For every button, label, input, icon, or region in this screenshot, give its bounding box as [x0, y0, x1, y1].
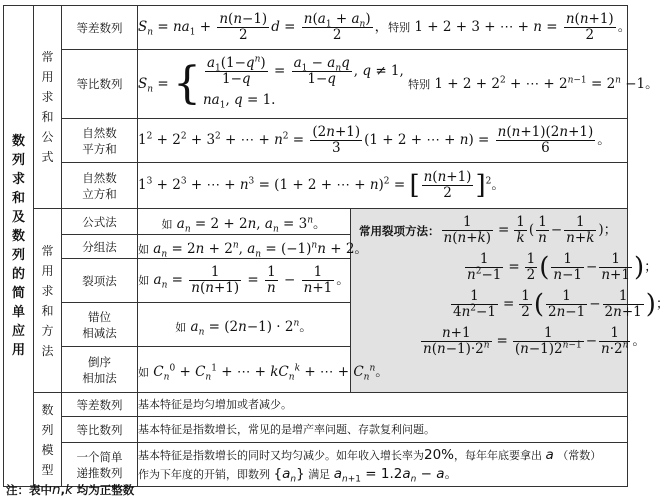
footnote: 注：表中n,k 均为正整数 [6, 482, 135, 498]
section-methods-title: 常 用 求 和 方 法 [34, 209, 62, 393]
example-formula-method: 如 $a_n = 2 + 2n$, $a_n = 3^n$。 [138, 209, 351, 235]
main-title: 数 列 求 和 及 数 列 的 简 单 应 用 [4, 6, 34, 487]
formula-squares: $1^2 + 2^2 + 3^2$ + ⋯ + $n^2$ = $\frac{(2n+1)}{3}$ (1 + 2 + ⋯ + n) = $\frac{n(n+1)(2n+1)}{6}$ 。 [138, 119, 628, 163]
split-row-1: 常用裂项方法： $\frac{1}{n(n+k)}$ = $\frac{1}{k}$ ( $\frac{1}{n}$ − $\frac{1}{n+k}$ )； [359, 214, 618, 246]
summary-table [3, 5, 669, 487]
example-group-method: 如 $a_n = 2n + 2^n$, $a_n = (-1)^nn + 2$。 [138, 235, 351, 259]
formula-arith: $S_n = na_1$ + $\frac{n(n-1)}{2}$ d = $\frac{n(a_1 + a_n)}{2}$ ，特别 1 + 2 + 3 + ⋯ + n = $\frac{n(n+1)}{2}$ 。 [138, 6, 628, 50]
split-row-3: $\frac{1}{4n^2-1}$ = $\frac{1}{2}$ ( $\frac{1}{2n-1}$ − $\frac{1}{2n+1}$ )； [453, 288, 669, 320]
formula-geo: $S_n$ = { $\frac{a_1(1-q^n)}{1-q}$ = $\frac{a_1 - a_nq}{1-q}$ , q ≠ 1, $na_1$, q = 1. 特别 $1 + 2 + 2^2$ + ⋯ + $2^{n-1} = 2^n -1$。 [138, 50, 628, 119]
label-formula-method: 公式法 [62, 209, 138, 235]
label-split-method: 裂项法 [62, 259, 138, 303]
text-model-simple: 基本特征是指数增长的同时又均匀减少。如年收入增长率为20%，每年年底要拿出 a （常数） 作为下年度的开销，即数列 $\{a_n\}$ 满足 $a_{n+1} = 1.2a_n - a$。 [138, 443, 628, 487]
label-geo: 等比数列 [62, 50, 138, 119]
section-models-title: 数 列 模 型 [34, 393, 62, 487]
example-split-method: 如 $a_n$ = $\frac{1}{n(n+1)}$ = $\frac{1}{n}$ − $\frac{1}{n+1}$ 。 [138, 259, 351, 303]
split-row-2: $\frac{1}{n^2-1}$ = $\frac{1}{2}$ ( $\frac{1}{n-1}$ − $\frac{1}{n+1}$ )； [467, 251, 658, 283]
label-squares: 自然数 平方和 [62, 119, 138, 163]
example-shift-method: 如 $a_n = (2n-1) \cdot 2^n$。 [138, 303, 351, 347]
label-model-arith: 等差数列 [62, 393, 138, 417]
split-methods-box [351, 209, 669, 393]
split-row-4: $\frac{n+1}{n(n-1)\cdot 2^n}$ = $\frac{1}{(n-1)2^{n-1}}$ − $\frac{1}{n\cdot 2^n}$ 。 [423, 325, 646, 357]
label-cubes: 自然数 立方和 [62, 163, 138, 209]
label-shift-method: 错位 相减法 [62, 303, 138, 347]
label-model-geo: 等比数列 [62, 417, 138, 443]
label-arith: 等差数列 [62, 6, 138, 50]
section-formulas-title: 常 用 求 和 公 式 [34, 6, 62, 209]
label-reverse-method: 倒序 相加法 [62, 347, 138, 393]
example-reverse-method: 如 $C_n^0 + C_n^1$ + ⋯ + $kC_n^k$ + ⋯ + $C_n^n$。 [138, 347, 351, 393]
text-model-arith: 基本特征是均匀增加或者减少。 [138, 393, 628, 417]
label-group-method: 分组法 [62, 235, 138, 259]
formula-cubes: $1^3 + 2^3$ + ⋯ + $n^3 = (1 + 2$ + ⋯ + n)$^2$ = [ $\frac{n(n+1)}{2}$ ]$^2$。 [138, 163, 628, 209]
label-model-simple: 一个简单 递推数列 [62, 443, 138, 487]
text-model-geo: 基本特征是指数增长，常见的是增产率问题、存款复利问题。 [138, 417, 628, 443]
